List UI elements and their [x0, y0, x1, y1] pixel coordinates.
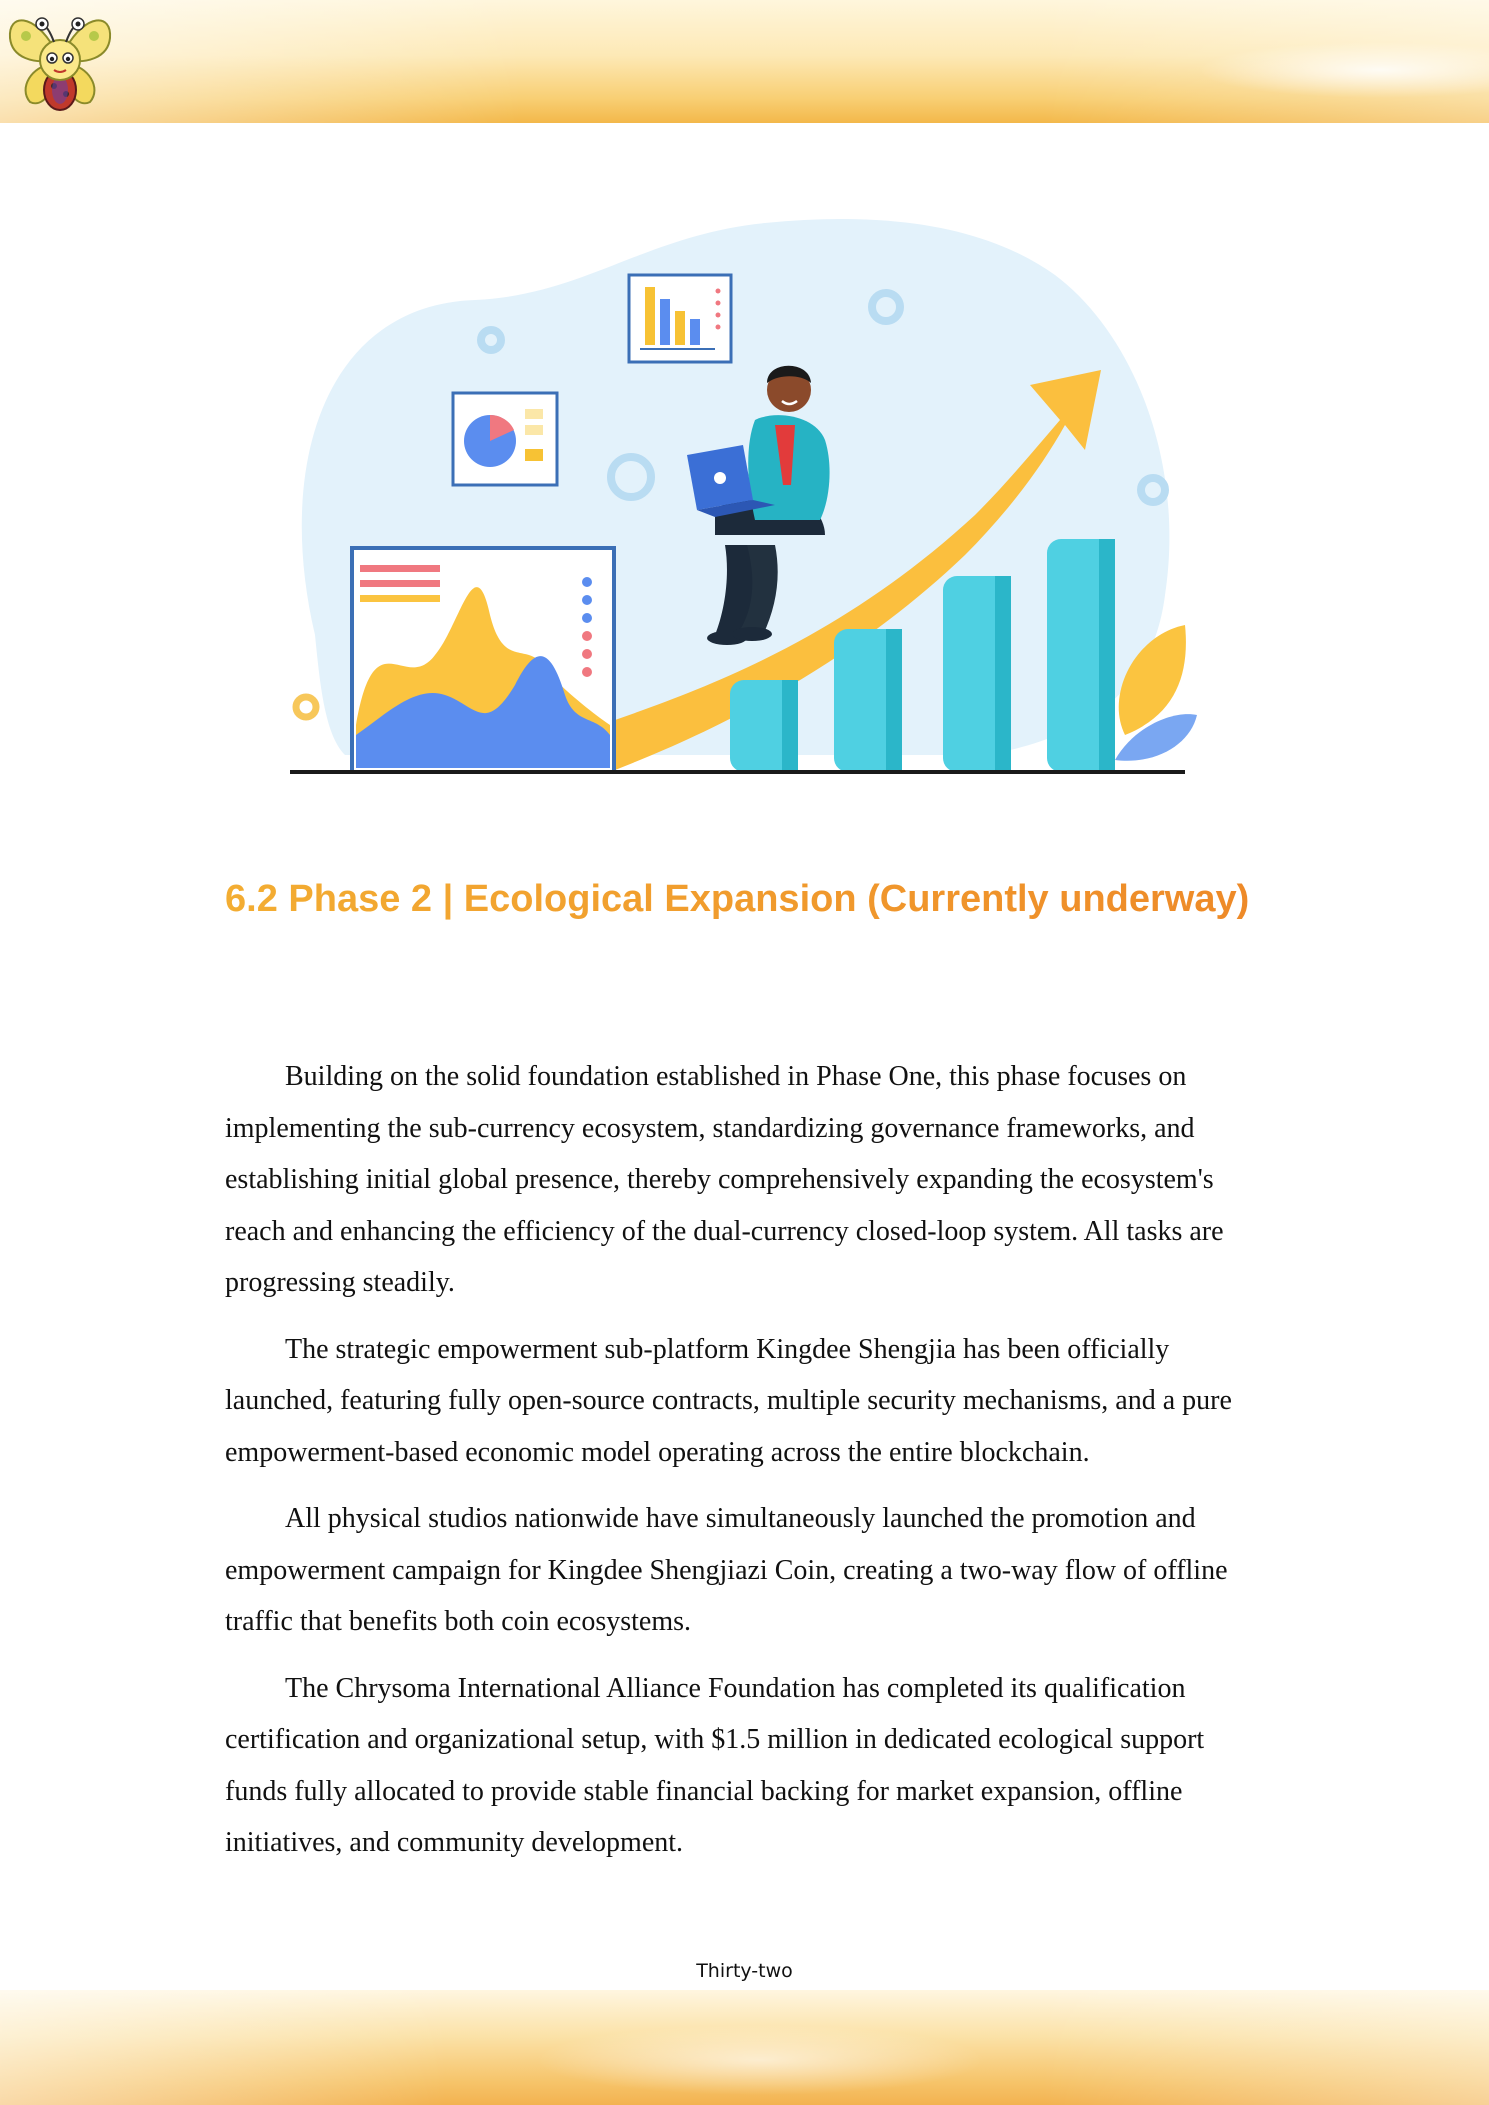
area-chart-card	[352, 548, 614, 772]
paragraph: Building on the solid foundation established in Phase One, this phase focuses on implementing the sub-currency ecosystem, standardizing governance frameworks, and establishing initial global presence, thereby comprehensively expanding the ecosystem's reach and enhancing the efficiency of the dual-currency closed-loop system. All tasks are progressing steadily.	[225, 1061, 1224, 1298]
page-number: Thirty-two	[696, 1960, 793, 1982]
paragraph: All physical studios nationwide have simultaneously launched the promotion and empowerment campaign for Kingdee Shengjiazi Coin, creating a two-way flow of offline traffic that benefits both coin ecosystems.	[225, 1503, 1228, 1637]
header-banner	[0, 0, 1489, 123]
section-heading	[225, 860, 1263, 939]
paragraph: The Chrysoma International Alliance Foundation has completed its qualification certification and organizational setup, with $1.5 million in dedicated ecological support funds fully allocated to provide stable financial backing for market expansion, offline initiatives, and community development.	[225, 1672, 1205, 1858]
pie-chart-card	[453, 393, 557, 485]
body-text	[225, 1051, 1265, 1884]
section-heading-text: 6.2 Phase 2 | Ecological Expansion (Currently underway)	[225, 878, 1250, 920]
gear-icon	[296, 697, 316, 717]
footer-banner	[0, 1990, 1489, 2105]
paragraph: The strategic empowerment sub-platform Kingdee Shengjia has been officially launched, featuring fully open-source contracts, multiple security mechanisms, and a pure empowerment-based economic model operating across the entire blockchain.	[225, 1333, 1232, 1468]
businessman-growth-chart-illustration	[285, 215, 1205, 775]
bar-chart-card	[629, 275, 731, 362]
butterfly-ladybug-mascot-icon	[4, 8, 116, 112]
